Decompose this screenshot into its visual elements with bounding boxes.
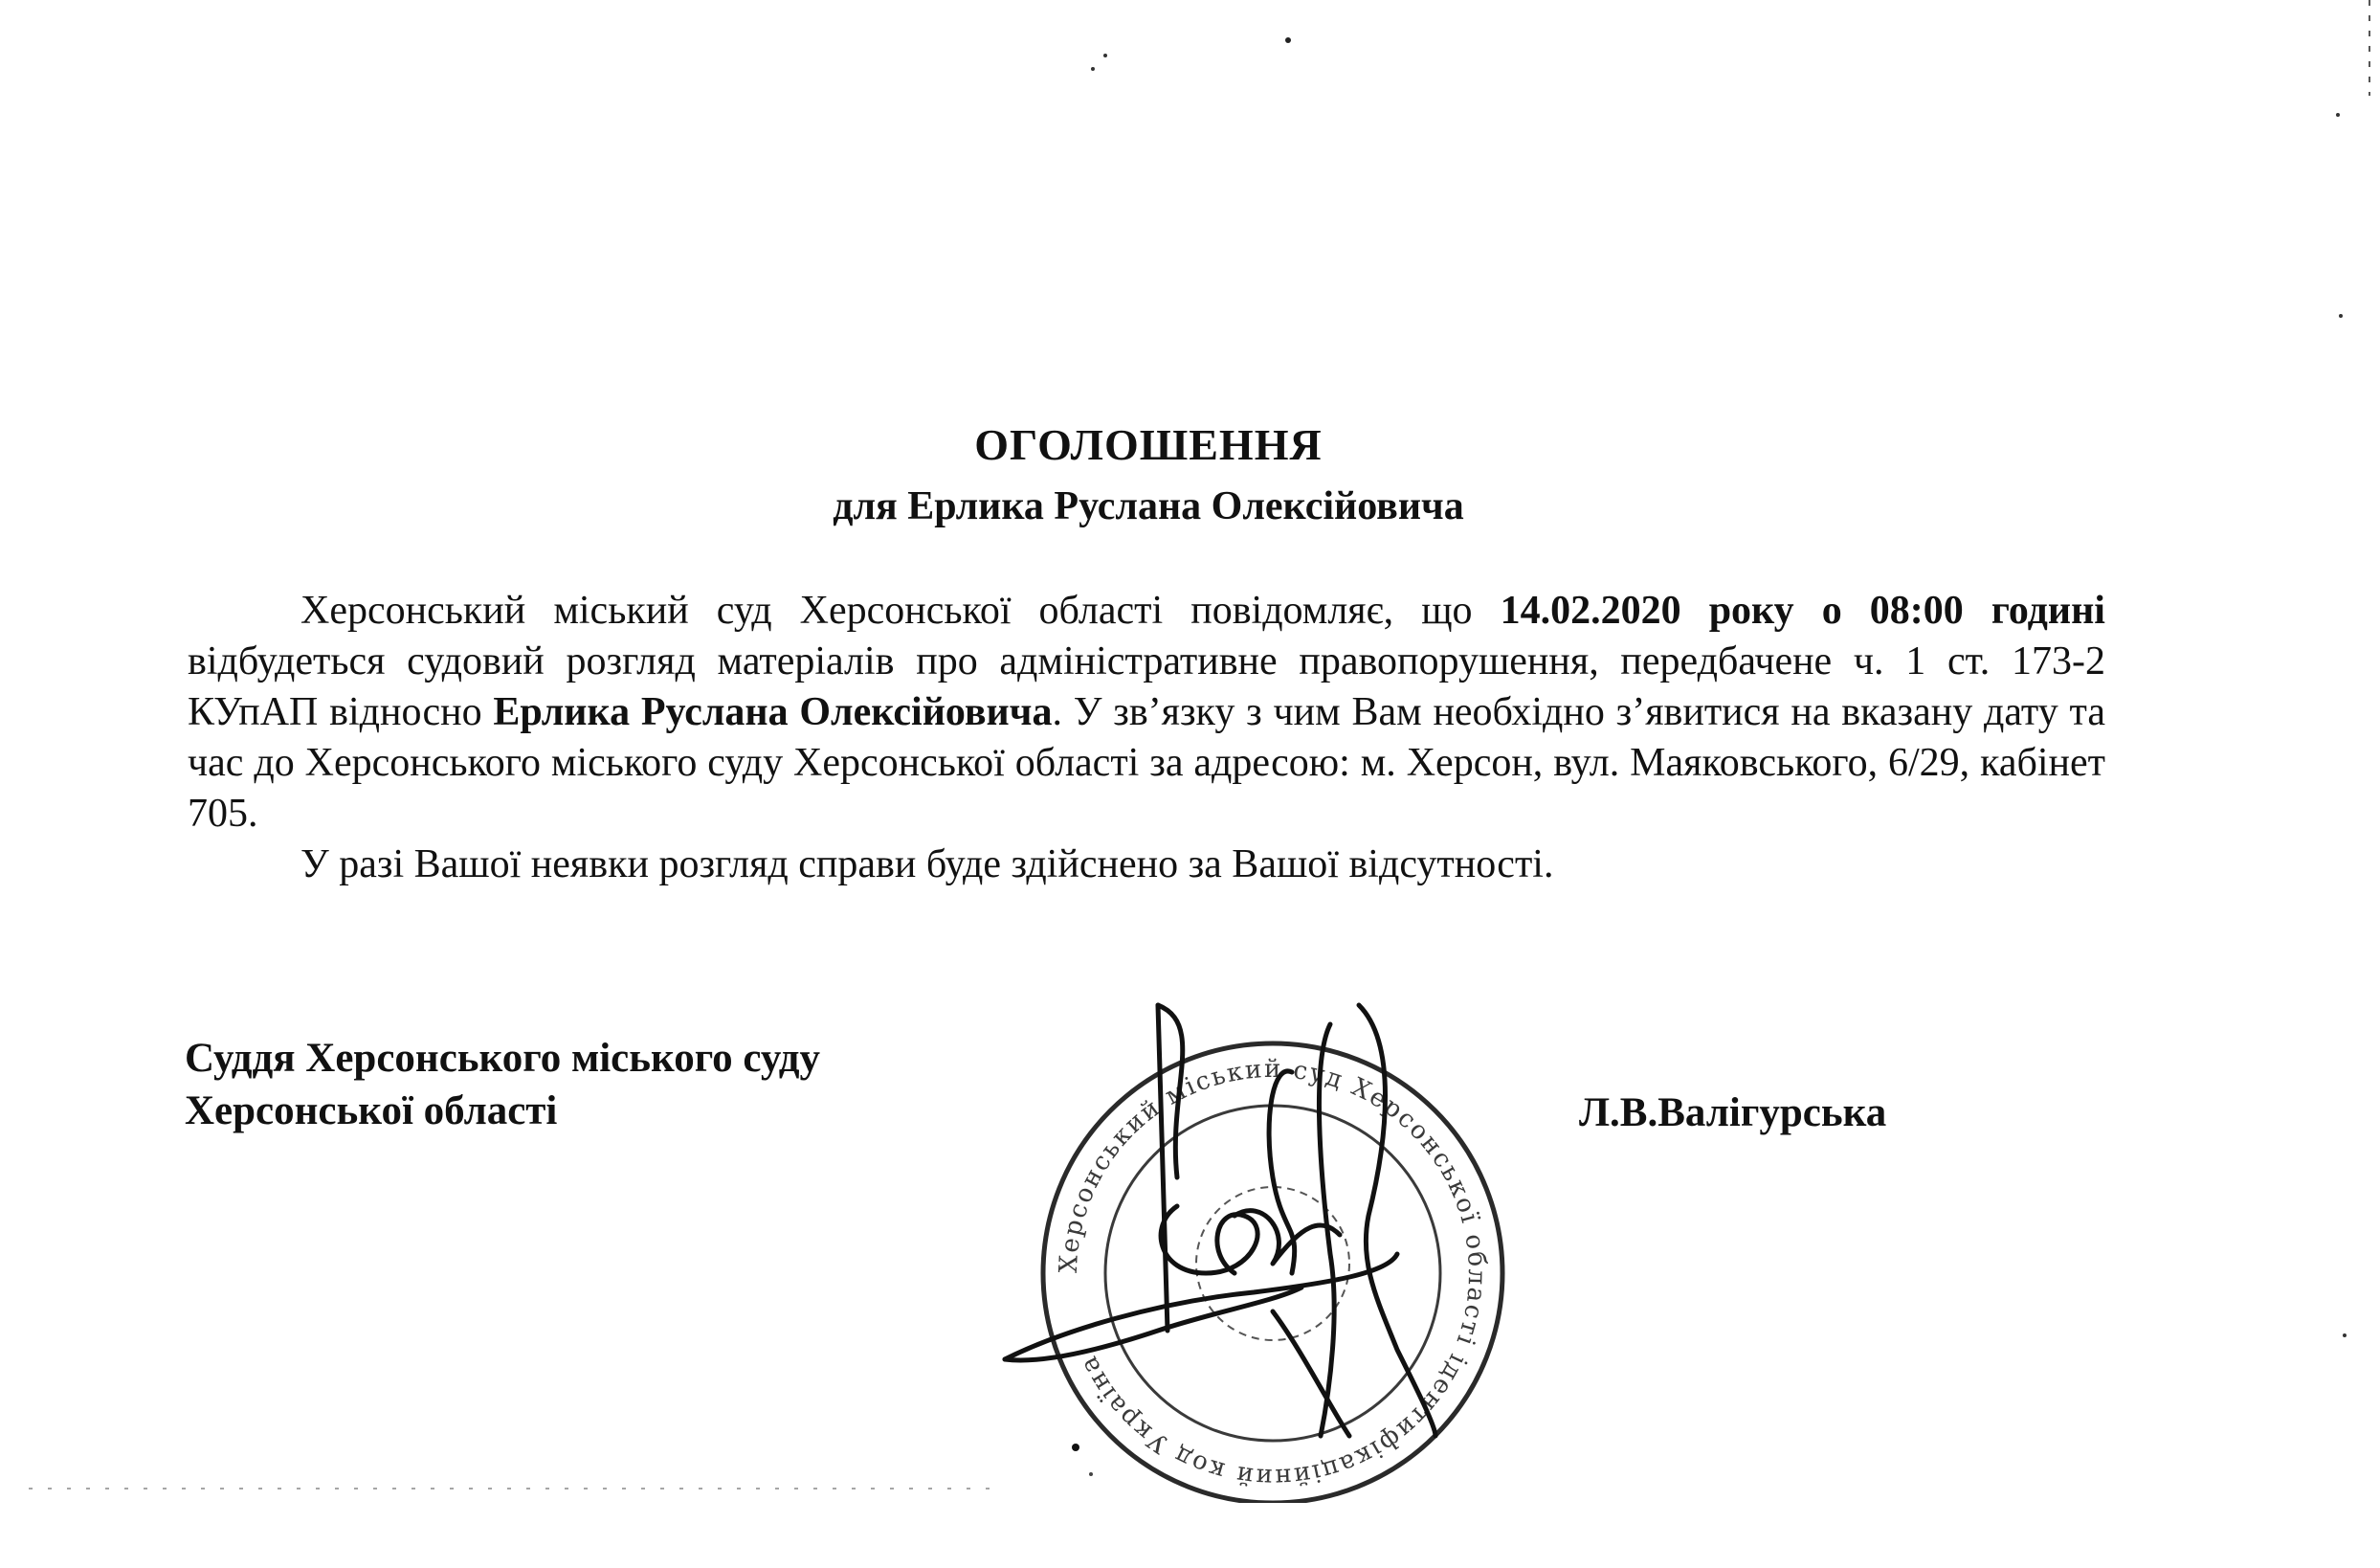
seal-ring-text: Херсонський міський суд Херсонської області ідентифікаційний код Україна	[1054, 1054, 1492, 1492]
seal-inner-ring	[1105, 1106, 1440, 1441]
paragraph-absence: У разі Вашої неявки розгляд справи буде здійснено за Вашої відсутності.	[300, 842, 1554, 886]
person-name: Ерлика Руслана Олексійовича	[493, 690, 1053, 734]
notice-body	[188, 586, 2105, 890]
paragraph-text: Херсонський міський суд Херсонської області повідомляє, що	[300, 589, 1501, 633]
paragraph-main	[188, 586, 2105, 840]
position-line-1: Суддя Херсонського міського суду	[185, 1036, 820, 1081]
notice-subtitle: для Ерлика Руслана Олексійовича	[833, 484, 1464, 528]
judge-name: Л.В.Валігурська	[1579, 1090, 1887, 1135]
paragraph-text: . У зв’язку з чим Вам необхідно з’явитися на вказану дату та час до Херсонського міського суду Херсонської області за адресою: м. Херсон, вул. Маяковського, 6/29, кабінет 705.	[188, 690, 2105, 836]
signature-position	[185, 1032, 820, 1137]
position-line-2: Херсонської області	[185, 1088, 558, 1133]
hearing-date: 14.02.2020 року о 08:00 годині	[1500, 589, 2105, 633]
paragraph-text: відбудеться судовий розгляд матеріалів про адміністративне правопорушення, передбачене ч. 1 ст. 173-2 КУпАП відносно	[188, 639, 2105, 734]
notice-title: ОГОЛОШЕННЯ	[974, 420, 1323, 469]
court-seal-with-signature	[986, 986, 1560, 1503]
